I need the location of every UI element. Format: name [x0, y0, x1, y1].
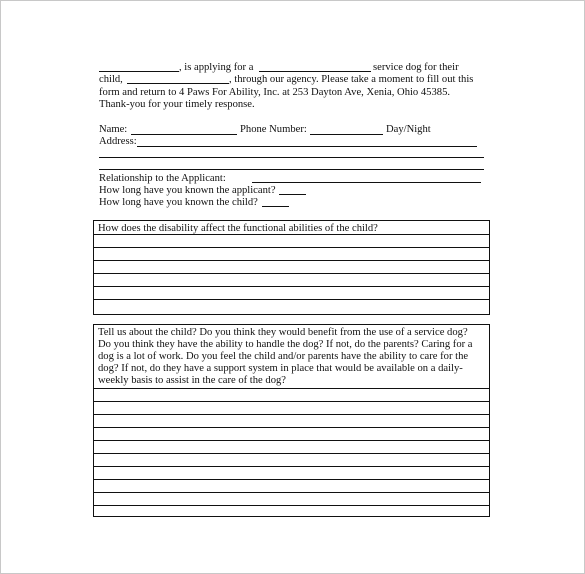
known-applicant-label: How long have you known the applicant? — [99, 185, 276, 196]
name-label: Name: — [99, 124, 128, 135]
answer-line[interactable] — [94, 234, 489, 235]
applicant-name-blank[interactable] — [99, 71, 179, 72]
known-applicant-field[interactable] — [279, 194, 306, 195]
relationship-label: Relationship to the Applicant: — [99, 173, 226, 184]
question1-prompt: How does the disability affect the functional abilities of the child? — [98, 223, 378, 234]
intro-line4: Thank-you for your timely response. — [99, 99, 255, 110]
answer-line[interactable] — [94, 440, 489, 441]
address-field-1[interactable] — [137, 146, 477, 147]
question2-line: Tell us about the child? Do you think they would benefit from the use of a service dog? — [98, 327, 468, 338]
question2-box[interactable] — [93, 324, 490, 517]
question2-line: dog? If not, do they have a support system in place that would be available on a daily- — [98, 363, 463, 374]
known-child-label: How long have you known the child? — [99, 197, 258, 208]
intro-line2-a: child, — [99, 74, 123, 85]
address-field-2[interactable] — [99, 157, 484, 158]
child-name-blank[interactable] — [127, 83, 229, 84]
intro-line3: form and return to 4 Paws For Ability, Inc. at 253 Dayton Ave, Xenia, Ohio 45385. — [99, 87, 451, 98]
phone-field[interactable] — [310, 134, 383, 135]
intro-line2-b: , through our agency. Please take a moment to fill out this — [229, 74, 474, 85]
question2-line: weekly basis to assist in the care of the dog? — [98, 375, 286, 386]
answer-line[interactable] — [94, 388, 489, 389]
answer-line[interactable] — [94, 260, 489, 261]
known-child-field[interactable] — [262, 206, 289, 207]
question1-box[interactable] — [93, 220, 490, 315]
answer-line[interactable] — [94, 401, 489, 402]
answer-line[interactable] — [94, 247, 489, 248]
answer-line[interactable] — [94, 427, 489, 428]
phone-label: Phone Number: — [240, 124, 307, 135]
address-label: Address: — [99, 136, 137, 147]
answer-line[interactable] — [94, 414, 489, 415]
answer-line[interactable] — [94, 453, 489, 454]
answer-line[interactable] — [94, 299, 489, 300]
answer-line[interactable] — [94, 505, 489, 506]
intro-line1-a: , is applying for a — [179, 62, 254, 73]
question2-line: Do you think they have the ability to handle the dog? If not, do the parents? Caring for a — [98, 339, 473, 350]
name-field[interactable] — [131, 134, 237, 135]
answer-line[interactable] — [94, 466, 489, 467]
relationship-field[interactable] — [252, 182, 481, 183]
service-dog-type-blank[interactable] — [259, 71, 371, 72]
question2-line: dog is a lot of work. Do you feel the child and/or parents have the ability to care for the — [98, 351, 469, 362]
answer-line[interactable] — [94, 286, 489, 287]
answer-line[interactable] — [94, 273, 489, 274]
daynight-label: Day/Night — [386, 124, 431, 135]
answer-line[interactable] — [94, 479, 489, 480]
address-field-3[interactable] — [99, 169, 484, 170]
answer-line[interactable] — [94, 492, 489, 493]
intro-line1-b: service dog for their — [373, 62, 459, 73]
